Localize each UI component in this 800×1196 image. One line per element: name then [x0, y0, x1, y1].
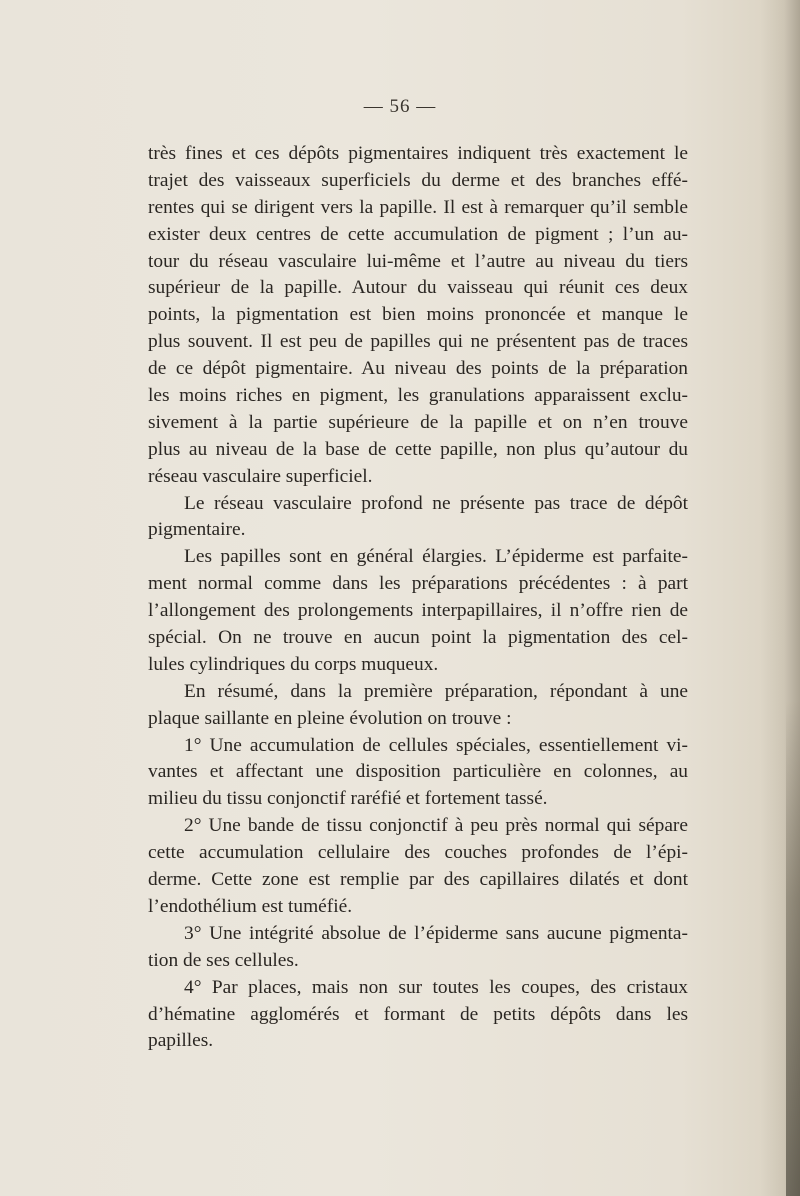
text-line: tour du réseau vasculaire lui-même et l’autre au niveau du tiers — [148, 250, 688, 272]
text-line: l’allongement des prolongements interpapillaires, il n’offre rien de — [148, 600, 688, 622]
list-item-first-line: 4° Par places, mais non sur toutes les coupes, des cristaux — [184, 976, 688, 998]
page-number: — 56 — — [363, 96, 437, 117]
text-line: rentes qui se dirigent vers la papille. Il est à remarquer qu’il semble — [148, 196, 688, 218]
paragraph-first-line: Les papilles sont en général élargies. L’épiderme est parfaite- — [184, 546, 688, 568]
text-line: plus souvent. Il est peu de papilles qui ne présentent pas de traces — [148, 331, 688, 353]
text-line: plus au niveau de la base de cette papille, non plus qu’autour du — [148, 438, 688, 460]
text-line: supérieur de la papille. Autour du vaisseau qui réunit ces deux — [148, 277, 688, 299]
body-text — [148, 141, 688, 1055]
text-line: les moins riches en pigment, les granulations apparaissent exclu- — [148, 385, 688, 407]
text-line: l’endothélium est tuméfié. — [148, 895, 353, 917]
text-line: d’hématine agglomérés et formant de petits dépôts dans les — [148, 1003, 688, 1025]
text-line: de ce dépôt pigmentaire. Au niveau des points de la préparation — [148, 358, 688, 380]
text-line: tion de ses cellules. — [148, 949, 299, 971]
paragraph-first-line: Le réseau vasculaire profond ne présente pas trace de dépôt — [184, 492, 688, 514]
text-line: derme. Cette zone est remplie par des capillaires dilatés et dont — [148, 869, 688, 891]
text-line: points, la pigmentation est bien moins prononcée et manque le — [148, 304, 688, 326]
list-item-first-line: 2° Une bande de tissu conjonctif à peu près normal qui sépare — [184, 815, 688, 837]
text-line: plaque saillante en pleine évolution on trouve : — [148, 707, 512, 729]
text-line: exister deux centres de cette accumulation de pigment ; l’un au- — [148, 223, 688, 245]
text-line: ment normal comme dans les préparations précédentes : à part — [148, 573, 688, 595]
text-line: très fines et ces dépôts pigmentaires indiquent très exactement le — [148, 143, 688, 164]
text-line: trajet des vaisseaux superficiels du derme et des branches effé- — [148, 169, 688, 191]
text-line: papilles. — [148, 1030, 214, 1052]
text-line: cette accumulation cellulaire des couches profondes de l’épi- — [148, 842, 688, 864]
list-item-first-line: 3° Une intégrité absolue de l’épiderme sans aucune pigmenta- — [184, 922, 688, 944]
text-line: lules cylindriques du corps muqueux. — [148, 653, 439, 675]
text-line: sivement à la partie supérieure de la papille et on n’en trouve — [148, 411, 688, 433]
list-item-first-line: 1° Une accumulation de cellules spéciales, essentiellement vi- — [184, 734, 688, 756]
text-line: spécial. On ne trouve en aucun point la pigmentation des cel- — [148, 627, 688, 649]
page-edge-stain — [786, 700, 800, 1196]
text-line: réseau vasculaire superficiel. — [148, 465, 373, 487]
text-line: pigmentaire. — [148, 519, 246, 541]
text-line: vantes et affectant une disposition particulière en colonnes, au — [148, 761, 688, 783]
paragraph-first-line: En résumé, dans la première préparation, répondant à une — [184, 680, 688, 702]
text-line: milieu du tissu conjonctif raréfié et fortement tassé. — [148, 788, 548, 810]
